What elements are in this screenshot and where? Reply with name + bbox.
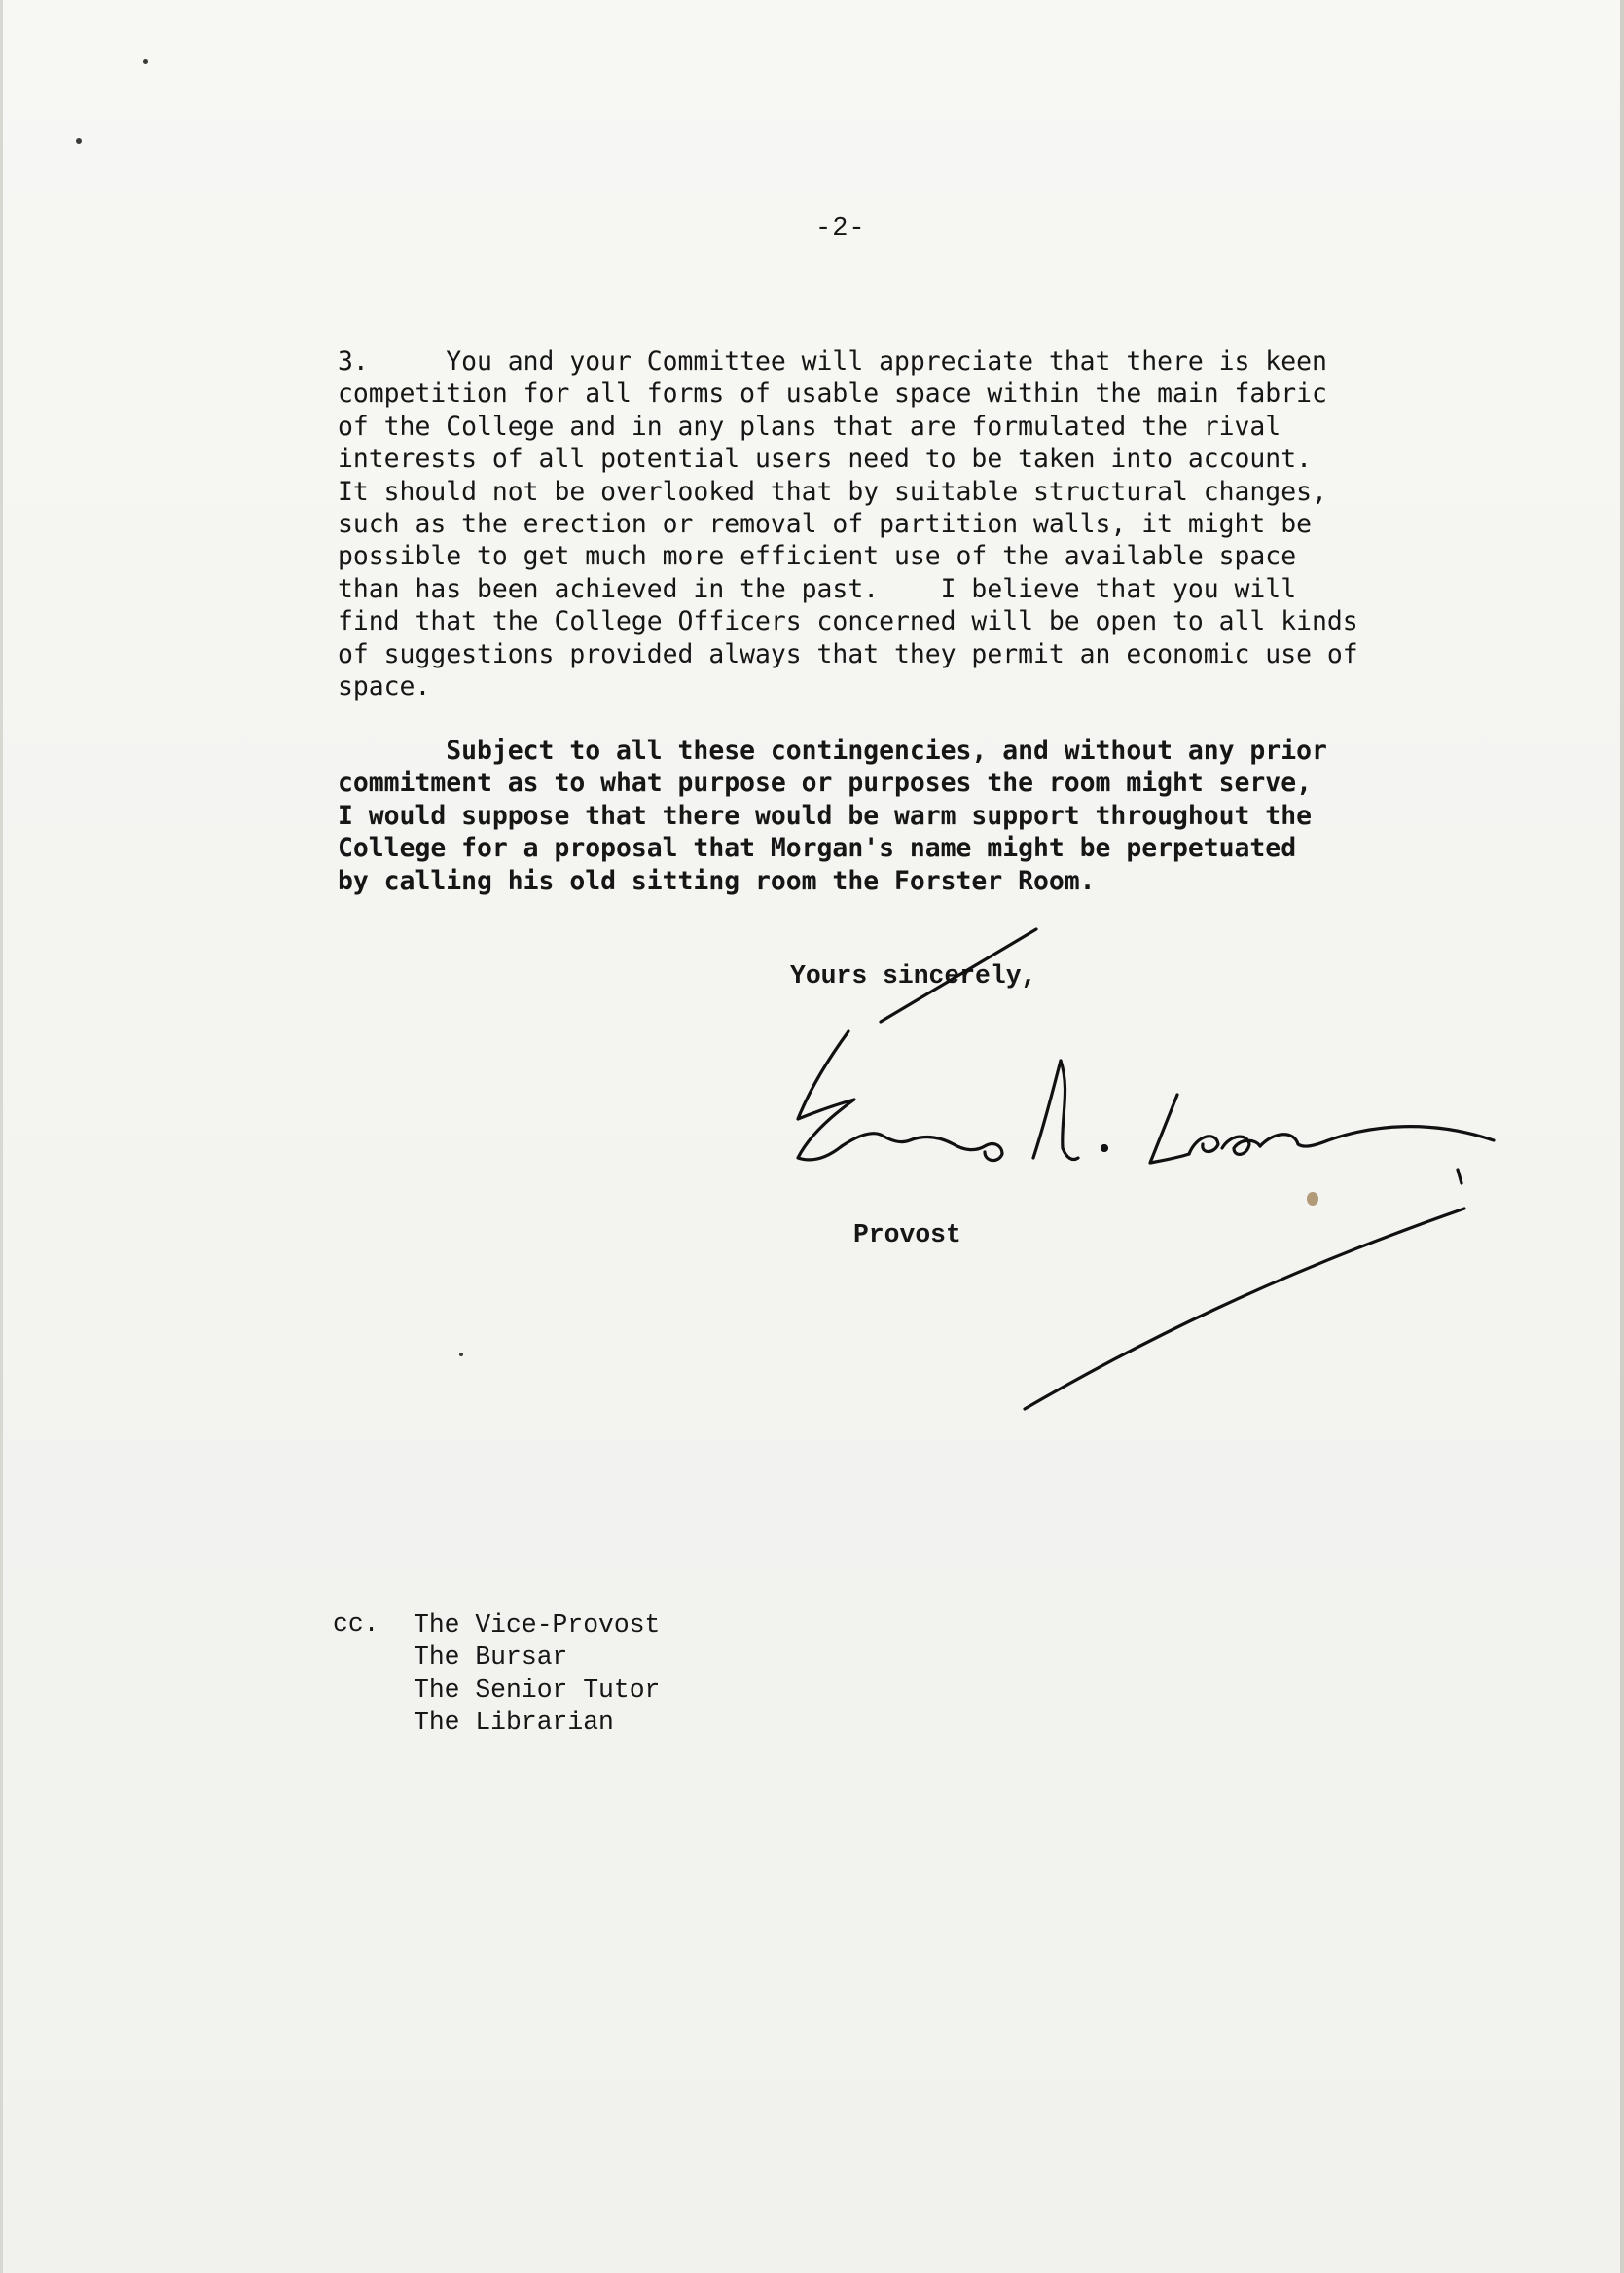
- text-line: space.: [338, 671, 431, 703]
- text-line: 3. You and your Committee will appreciate that there is keen: [338, 346, 1327, 377]
- scan-speck: [459, 1353, 463, 1356]
- page-number: -2-: [815, 214, 866, 243]
- text-line: College for a proposal that Morgan's name might be perpetuated: [338, 833, 1297, 864]
- cc-recipient: The Bursar: [414, 1642, 568, 1673]
- scan-speck: [143, 59, 148, 64]
- text-line: such as the erection or removal of partition walls, it might be: [338, 509, 1312, 540]
- cc-recipient: The Librarian: [414, 1708, 614, 1738]
- text-line: find that the College Officers concerned will be open to all kinds: [338, 606, 1358, 637]
- text-line: interests of all potential users need to be taken into account.: [338, 444, 1312, 475]
- text-line: I would suppose that there would be warm support throughout the: [338, 800, 1312, 831]
- page-edge-right: [1620, 0, 1624, 2273]
- text-line: competition for all forms of usable space within the main fabric: [338, 379, 1327, 410]
- text-line: than has been achieved in the past. I believe that you will: [338, 573, 1297, 604]
- cc-recipient: The Senior Tutor: [414, 1675, 661, 1705]
- paragraph-4: [338, 735, 1427, 897]
- text-line: by calling his old sitting room the Forster Room.: [338, 865, 1096, 896]
- closing-salutation: Yours sincerely,: [790, 961, 1037, 991]
- cc-label: cc.: [333, 1609, 379, 1639]
- page-edge-left: [0, 0, 3, 2273]
- scan-speck: [76, 138, 82, 144]
- handwritten-signature: [769, 915, 1508, 1421]
- text-line: possible to get much more efficient use of the available space: [338, 541, 1297, 572]
- signatory-title: Provost: [853, 1220, 961, 1249]
- text-line: of the College and in any plans that are formulated the rival: [338, 411, 1281, 442]
- paragraph-3: [338, 345, 1427, 703]
- cc-recipient: The Vice-Provost: [414, 1610, 661, 1640]
- text-line: It should not be overlooked that by suitable structural changes,: [338, 476, 1327, 507]
- text-line: of suggestions provided always that they permit an economic use of: [338, 638, 1358, 669]
- cc-recipient-list: [414, 1609, 660, 1740]
- text-line: commitment as to what purpose or purposes the room might serve,: [338, 768, 1312, 799]
- text-line: Subject to all these contingencies, and without any prior: [338, 736, 1327, 766]
